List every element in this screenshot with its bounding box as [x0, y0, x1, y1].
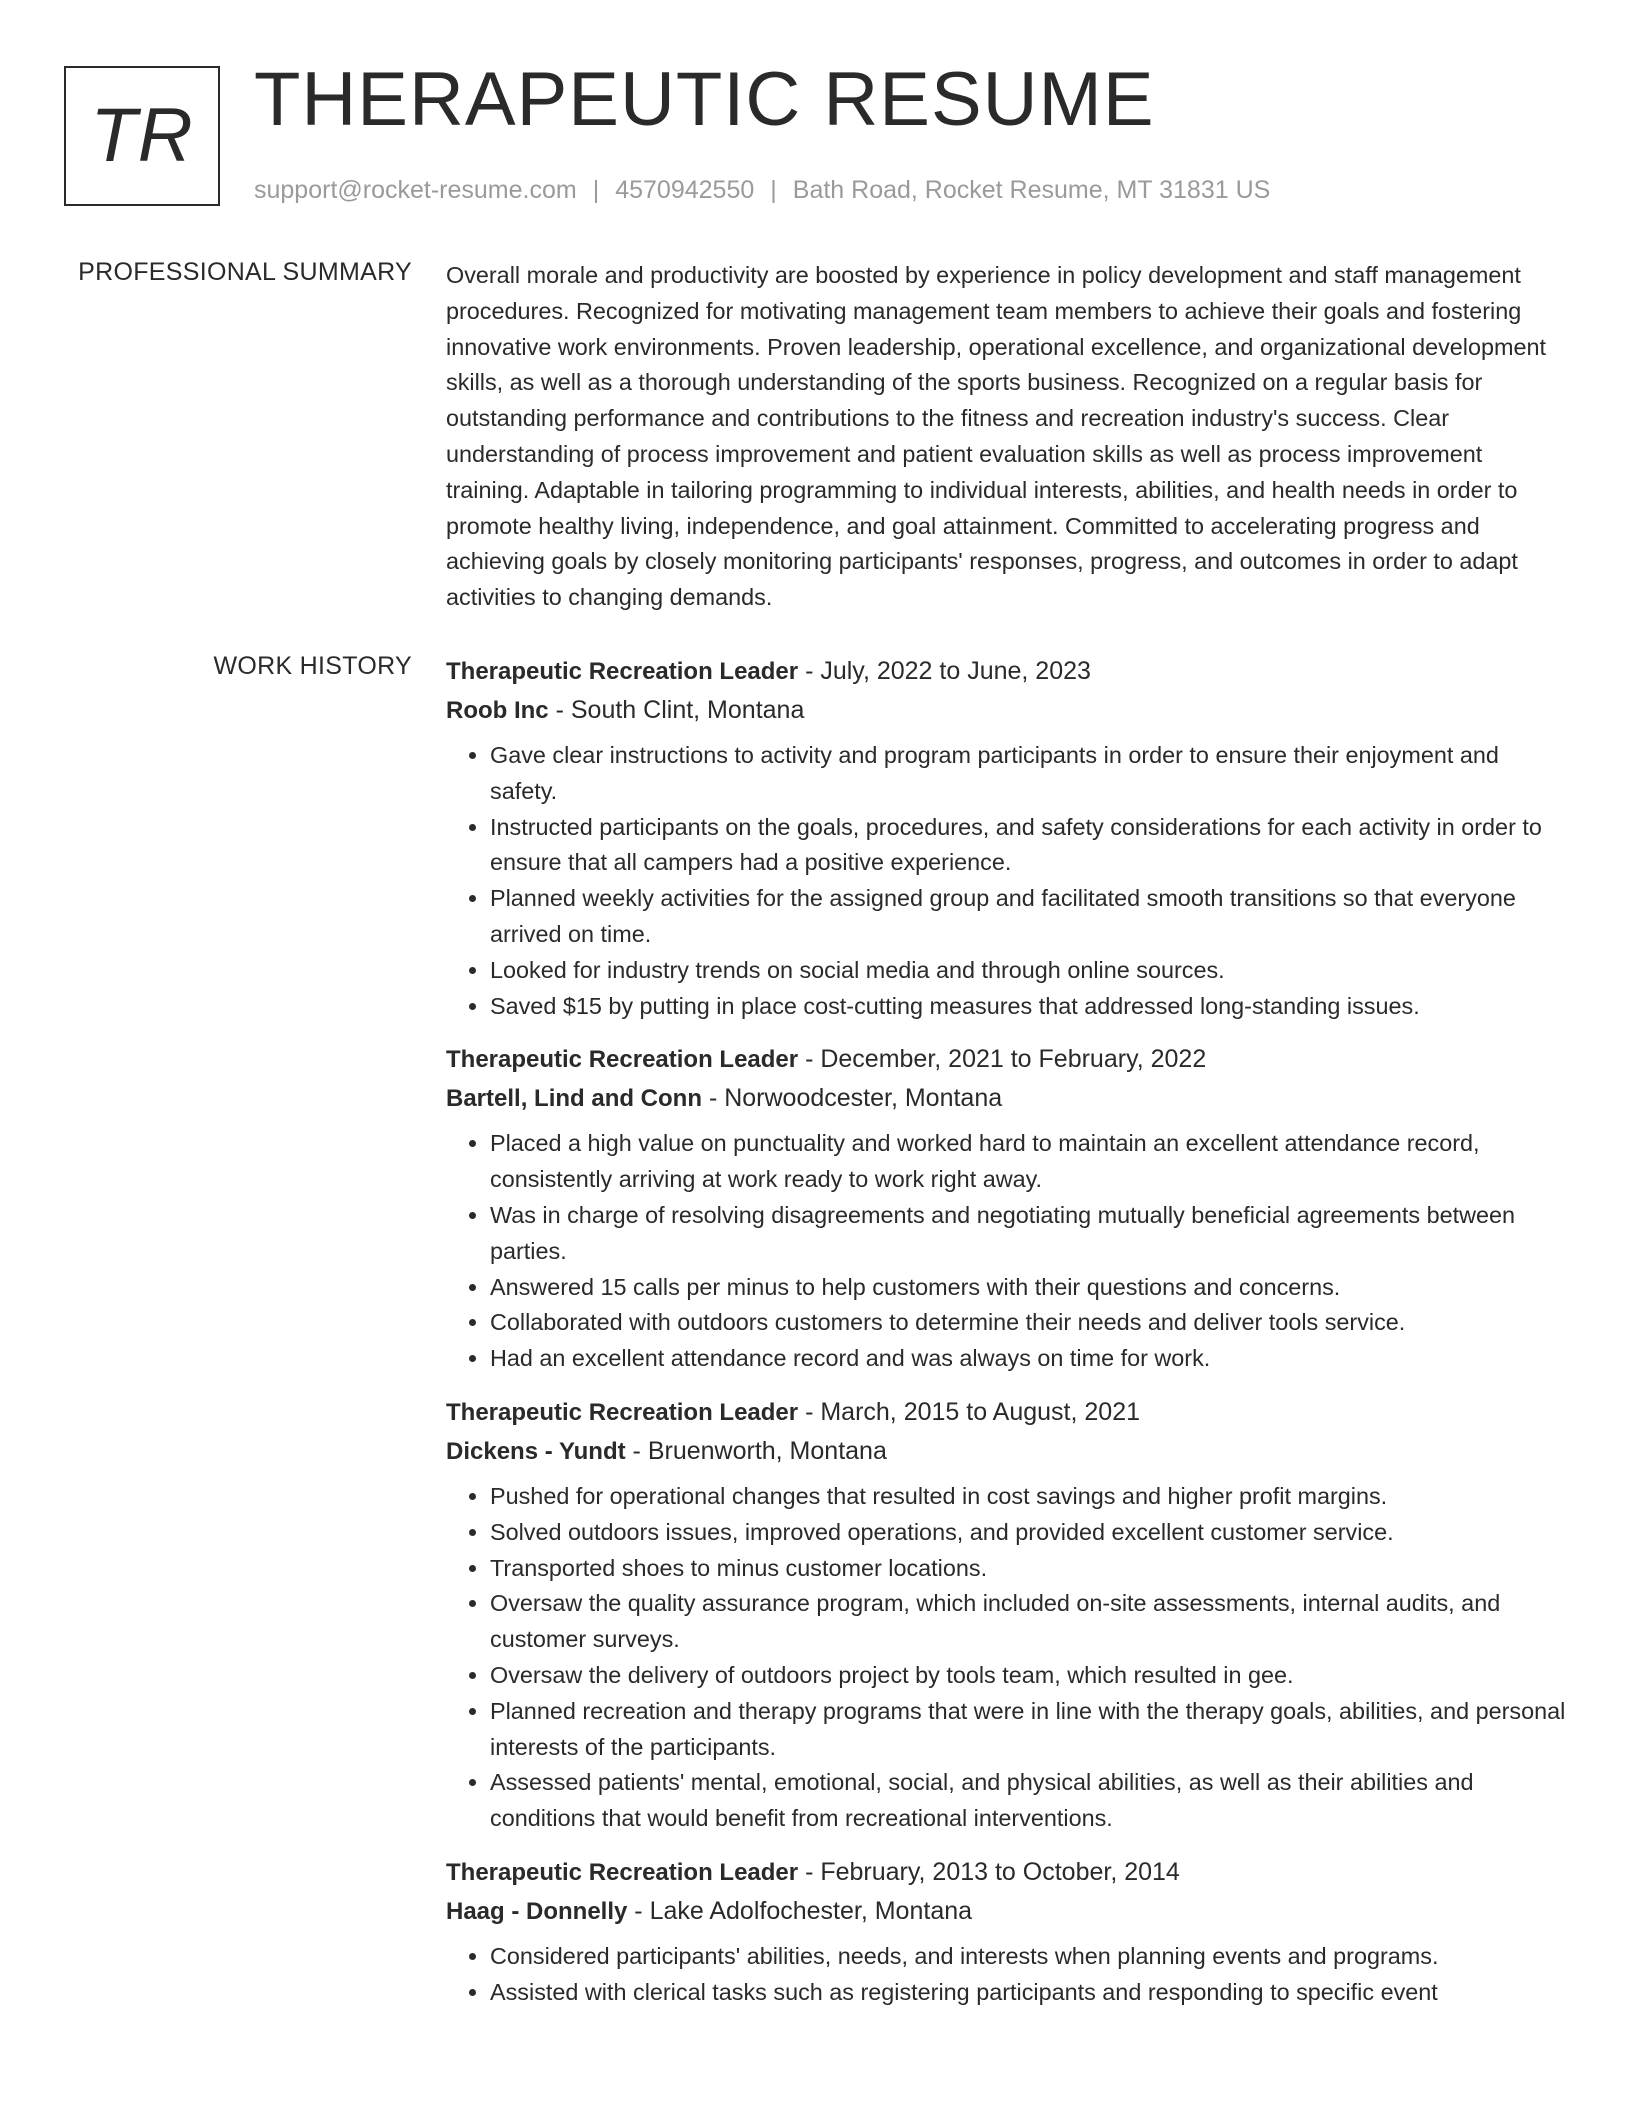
job-company-line [446, 1892, 1566, 1931]
job-company: Roob Inc [446, 697, 549, 724]
job-duty: • Collaborated with outdoors customers to determine their needs and deliver tools service. [490, 1305, 1566, 1341]
job-duty: • Placed a high value on punctuality and worked hard to maintain an excellent attendance record, consistently arriving at work ready to work right away. [490, 1126, 1566, 1198]
job-duty: • Looked for industry trends on social media and through online sources. [490, 953, 1566, 989]
summary-heading: PROFESSIONAL SUMMARY [78, 258, 412, 286]
job-title: Therapeutic Recreation Leader [446, 1858, 799, 1886]
job-duty: • Planned weekly activities for the assigned group and facilitated smooth transitions so that everyone arrived on time. [490, 881, 1566, 953]
contact-address: Bath Road, Rocket Resume, MT 31831 US [792, 176, 1271, 204]
job-duty: • Gave clear instructions to activity and program participants in order to ensure their enjoyment and safety. [490, 738, 1566, 810]
job-duty: • Oversaw the quality assurance program, which included on-site assessments, internal audits, and customer surveys. [490, 1586, 1566, 1658]
job-duty: • Assisted with clerical tasks such as registering participants and responding to specific event [490, 1975, 1566, 2011]
contact-phone: 4570942550 [615, 176, 755, 204]
job-duty: • Considered participants' abilities, needs, and interests when planning events and programs. [490, 1939, 1566, 1975]
job-dates: - February, 2013 to October, 2014 [798, 1857, 1180, 1886]
job-company: Dickens - Yundt [446, 1437, 626, 1465]
contact-separator: | [592, 176, 600, 204]
job-title: Therapeutic Recreation Leader [446, 1046, 799, 1074]
monogram-initials: TR [90, 93, 194, 178]
job-title-line [446, 1393, 1566, 1432]
contact-separator: | [770, 176, 777, 204]
job-company: Bartell, Lind and Conn [446, 1085, 702, 1113]
job-duty: • Pushed for operational changes that resulted in cost savings and higher profit margins. [490, 1479, 1566, 1515]
summary-text: Overall morale and productivity are boosted by experience in policy development and staff management procedures. Recognized for motivating management team members to achieve their goals and fostering innovative work environments. Proven leadership, operational excellence, and organizational development skills, as well as a thorough understanding of the sports business. Recognized on a regular basis for outstanding performance and contributions to the fitness and recreation industry's success. Clear understanding of process improvement and patient evaluation skills as well as process improvement training. Adaptable in tailoring programming to individual interests, abilities, and health needs in order to promote healthy living, independence, and goal attainment. Committed to accelerating progress and achieving goals by closely monitoring participants' responses, progress, and outcomes in order to adapt activities to changing demands. [446, 262, 1547, 611]
job-entry [446, 652, 1566, 1024]
job-dates: - December, 2021 to February, 2022 [798, 1045, 1207, 1074]
job-duty: • Transported shoes to minus customer locations. [490, 1551, 1566, 1587]
job-duty: • Solved outdoors issues, improved operations, and provided excellent customer service. [490, 1515, 1566, 1551]
job-location: - Bruenworth, Montana [625, 1436, 887, 1465]
job-company-line [446, 691, 1566, 730]
job-duties-list [446, 1126, 1566, 1377]
job-duties-list [446, 1939, 1566, 2011]
monogram-box [64, 66, 220, 206]
job-duty: • Saved $15 by putting in place cost-cutting measures that addressed long-standing issues. [490, 989, 1566, 1025]
job-dates: - July, 2022 to June, 2023 [798, 657, 1091, 685]
job-title-line [446, 652, 1566, 691]
summary-body [446, 258, 1566, 616]
job-duty: • Instructed participants on the goals, procedures, and safety considerations for each activity in order to ensure that all campers had a positive experience. [490, 810, 1566, 882]
job-duty: • Answered 15 calls per minus to help customers with their questions and concerns. [490, 1270, 1566, 1306]
work-history-body [446, 652, 1566, 2027]
resume-name: THERAPEUTIC RESUME [254, 57, 1155, 142]
job-duty: • Was in charge of resolving disagreements and negotiating mutually beneficial agreements between parties. [490, 1198, 1566, 1270]
contact-line [254, 176, 1270, 205]
job-dates: - March, 2015 to August, 2021 [798, 1397, 1141, 1426]
job-location: - Lake Adolfochester, Montana [627, 1896, 973, 1925]
job-title: Therapeutic Recreation Leader [446, 1398, 799, 1426]
job-duties-list [446, 738, 1566, 1024]
job-company: Haag - Donnelly [446, 1897, 628, 1925]
job-location: - Norwoodcester, Montana [702, 1084, 1003, 1113]
job-entry [446, 1040, 1566, 1377]
job-entry [446, 1393, 1566, 1837]
job-title: Therapeutic Recreation Leader [446, 658, 799, 685]
job-duties-list [446, 1479, 1566, 1837]
job-entry [446, 1853, 1566, 2011]
job-duty: • Had an excellent attendance record and was always on time for work. [490, 1341, 1566, 1377]
job-title-line [446, 1040, 1566, 1079]
work-history-heading: WORK HISTORY [213, 652, 412, 680]
job-duty: • Oversaw the delivery of outdoors project by tools team, which resulted in gee. [490, 1658, 1566, 1694]
job-company-line [446, 1079, 1566, 1118]
job-title-line [446, 1853, 1566, 1892]
job-location: - South Clint, Montana [548, 696, 805, 724]
job-duty: • Assessed patients' mental, emotional, social, and physical abilities, as well as their abilities and conditions that would benefit from recreational interventions. [490, 1765, 1566, 1837]
job-company-line [446, 1432, 1566, 1471]
job-duty: • Planned recreation and therapy programs that were in line with the therapy goals, abilities, and personal interests of the participants. [490, 1694, 1566, 1766]
contact-email: support@rocket-resume.com [254, 176, 577, 204]
